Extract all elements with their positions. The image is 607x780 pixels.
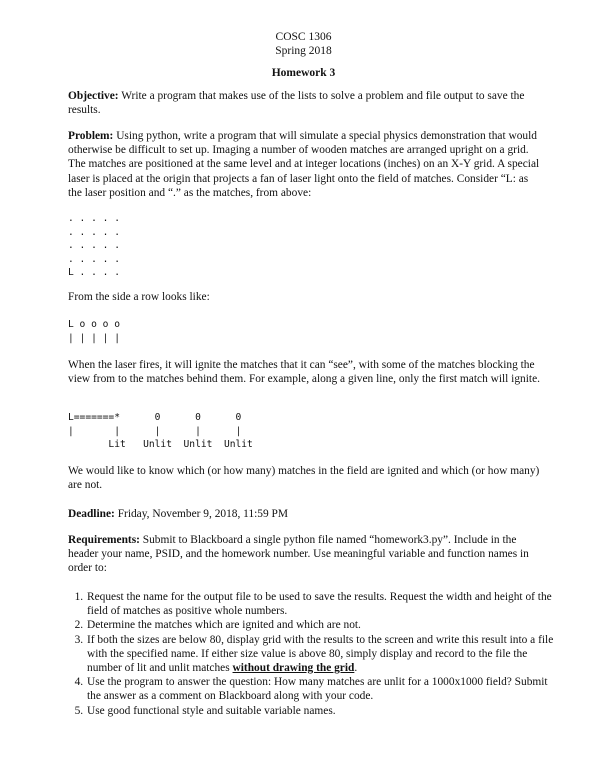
- objective-paragraph: [68, 89, 540, 117]
- step-5-text: Use good functional style and suitable variable names.: [87, 704, 336, 717]
- laser-fire-diagram: L=======* 0 0 0 | | | | | Lit Unlit Unlit Unlit: [68, 412, 253, 451]
- step-3-end: .: [354, 662, 358, 675]
- problem-paragraph: [68, 129, 540, 200]
- objective-text: Write a program that makes use of the lists to solve a problem and file output to save the results.: [68, 90, 525, 117]
- step-2-text: Determine the matches which are ignited and which are not.: [87, 619, 361, 632]
- list-item: [86, 704, 558, 718]
- course-code: COSC 1306: [275, 31, 332, 43]
- grid-diagram: . . . . . . . . . . . . . . . . . . . . L . . . .: [68, 213, 120, 279]
- objective-label: Objective:: [68, 90, 119, 102]
- deadline-text: Friday, November 9, 2018, 11:59 PM: [117, 508, 289, 520]
- step-1-text: Request the name for the output file to be used to save the results. Request the width and height of the field of matches as positive whole numbers.: [87, 591, 552, 618]
- list-item: [86, 633, 558, 676]
- list-item: [86, 590, 558, 618]
- question-paragraph: We would like to know which (or how many) matches in the field are ignited and which (or how many) are not.: [68, 465, 540, 492]
- side-view-diagram: L o o o o | | | | |: [68, 319, 120, 344]
- laser-fire-paragraph: When the laser fires, it will ignite the matches that it can “see”, with some of the matches blocking the view from to the matches behind them. For example, along a given line, only the first match will ignite.: [68, 359, 540, 386]
- step-3-text: If both the sizes are below 80, display grid with the results to the screen and write this result into a file with the specified name. If either size value is above 80, simply display and record to the file the number of lit and unlit matches: [87, 633, 554, 675]
- page-title: Homework 3: [271, 67, 336, 79]
- deadline-paragraph: [68, 507, 540, 521]
- deadline-label: Deadline:: [68, 508, 115, 520]
- requirements-label: Requirements:: [68, 534, 140, 546]
- requirements-list: [68, 590, 558, 718]
- requirements-paragraph: [68, 533, 540, 576]
- list-item: [86, 675, 558, 703]
- list-item: [86, 618, 558, 632]
- problem-text: Using python, write a program that will simulate a special physics demonstration that would otherwise be difficult to set up. Imaging a number of wooden matches are arranged upright on a grid. The matches are positioned at the same level and at integer locations (inches) on an X-Y grid. A special laser is placed at the origin that projects a fan of laser light onto the field of matches. Consider “L: as the laser position and “.” as the matches, from above:: [68, 130, 540, 199]
- problem-label: Problem:: [68, 130, 114, 142]
- step-3-emphasis: without drawing the grid: [232, 662, 355, 675]
- side-view-intro: From the side a row looks like:: [68, 291, 210, 303]
- step-4-text: Use the program to answer the question: How many matches are unlit for a 1000x1000 field? Submit the answer as a comment on Blackboard along with your code.: [87, 676, 548, 703]
- requirements-text: Submit to Blackboard a single python file named “homework3.py”. Include in the header your name, PSID, and the homework number. Use meaningful variable and function names in order to:: [68, 534, 529, 575]
- term: Spring 2018: [275, 45, 332, 57]
